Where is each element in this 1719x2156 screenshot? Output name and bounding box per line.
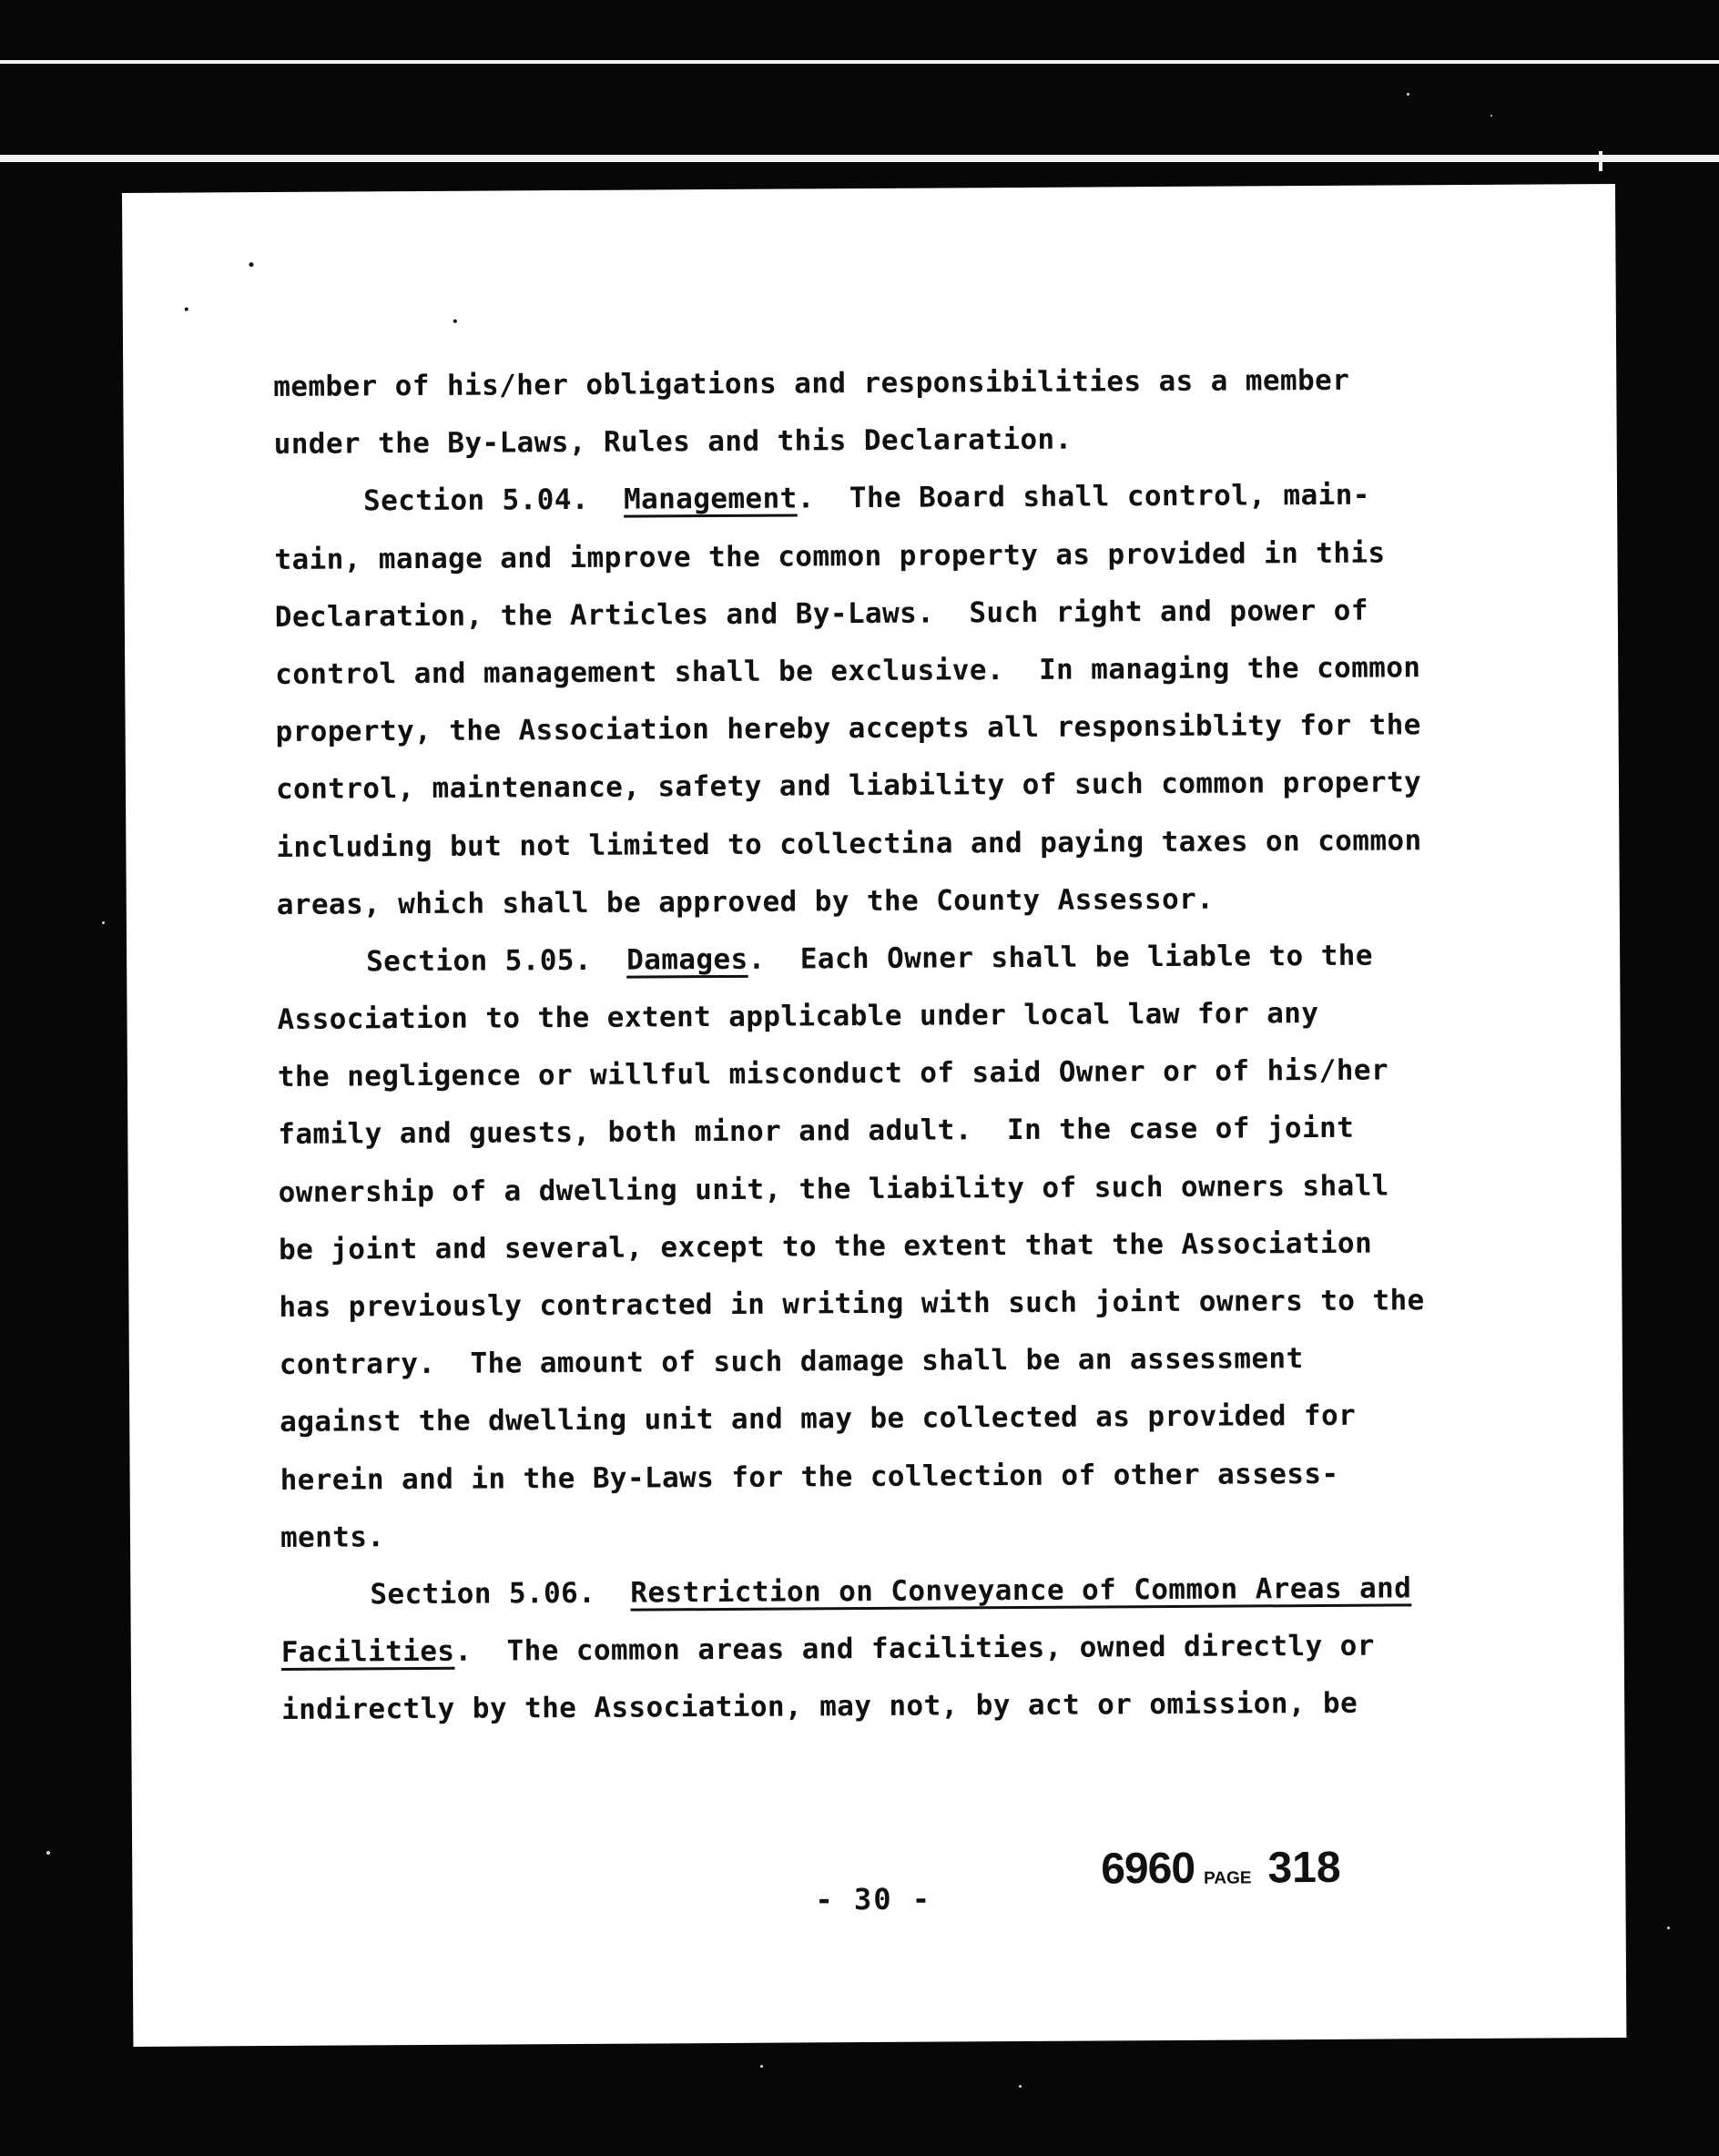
text-line-5: Declaration, the Articles and By-Laws. Such right and power of xyxy=(274,594,1368,634)
document-speck xyxy=(185,308,188,311)
scan-speck xyxy=(1019,2085,1022,2088)
section-heading-management: Management xyxy=(623,482,798,517)
stamp-page-word: PAGE xyxy=(1204,1868,1252,1888)
document-speck xyxy=(453,320,457,323)
scan-speck xyxy=(1407,93,1409,96)
section-text: . The common areas and facilities, owned directly or xyxy=(454,1629,1375,1668)
stamp-page-number: 318 xyxy=(1267,1843,1341,1893)
section-5-06-line xyxy=(280,1560,1455,1624)
scan-speck xyxy=(46,1851,50,1855)
document-body xyxy=(273,351,1456,1739)
stamp-book-number: 6960 xyxy=(1101,1844,1195,1894)
document-page xyxy=(122,184,1626,2047)
text-line-6: control and management shall be exclusive. In managing the common xyxy=(275,651,1421,691)
section-heading-damages: Damages xyxy=(626,942,748,977)
text-line-2: under the By-Laws, Rules and this Declaration. xyxy=(273,422,1073,462)
text-line-14: family and guests, both minor and adult. In the case of joint xyxy=(278,1112,1355,1152)
text-line-20: herein and in the By-Laws for the collection of other assess- xyxy=(280,1457,1339,1497)
scan-speck xyxy=(1667,1927,1670,1929)
text-line-18: contrary. The amount of such damage shall be an assessment xyxy=(279,1342,1304,1382)
text-line-7: property, the Association hereby accepts all responsiblity for the xyxy=(275,708,1421,749)
text-line-10: areas, which shall be approved by the County Assessor. xyxy=(276,882,1215,921)
scan-border-upper xyxy=(0,155,1719,162)
document-speck xyxy=(249,262,253,267)
section-text: . The Board shall control, main- xyxy=(797,479,1370,515)
section-heading-restriction: Restriction on Conveyance of Common Areas and xyxy=(630,1571,1412,1610)
recording-stamp xyxy=(1101,1843,1341,1895)
scan-speck xyxy=(102,921,105,924)
text-line-8: control, maintenance, safety and liability of such common property xyxy=(275,766,1422,807)
scan-speck xyxy=(760,2065,763,2068)
text-line-16: be joint and several, except to the extent that the Association xyxy=(278,1226,1373,1266)
section-heading-facilities: Facilities xyxy=(280,1634,455,1670)
section-number: Section 5.05. xyxy=(366,943,627,979)
text-line-17: has previously contracted in writing with such joint owners to the xyxy=(279,1284,1425,1324)
section-5-05-line xyxy=(277,927,1451,992)
section-5-06-continuation xyxy=(281,1617,1456,1682)
section-number: Section 5.06. xyxy=(370,1576,631,1612)
scan-border-top xyxy=(0,60,1719,64)
section-text: . Each Owner shall be liable to the xyxy=(748,939,1373,976)
text-line-13: the negligence or willful misconduct of said Owner or of his/her xyxy=(277,1053,1389,1094)
text-line-1: member of his/her obligations and responsibilities as a member xyxy=(273,363,1350,403)
section-number: Section 5.04. xyxy=(362,483,625,518)
text-line-9: including but not limited to collectina and paying taxes on common xyxy=(276,823,1422,864)
scan-speck xyxy=(1490,115,1492,117)
text-line-19: against the dwelling unit and may be collected as provided for xyxy=(280,1399,1357,1439)
text-line-24: indirectly by the Association, may not, by act or omission, be xyxy=(281,1687,1358,1727)
text-line-4: tain, manage and improve the common property as provided in this xyxy=(274,536,1386,576)
text-line-15: ownership of a dwelling unit, the liability of such owners shall xyxy=(278,1169,1389,1209)
text-line-12: Association to the extent applicable under local law for any xyxy=(277,997,1319,1037)
page-number: - 30 - xyxy=(815,1881,932,1917)
section-5-04-line xyxy=(274,466,1449,531)
text-line-21: ments. xyxy=(280,1520,385,1554)
scan-border-edge xyxy=(1599,151,1602,171)
